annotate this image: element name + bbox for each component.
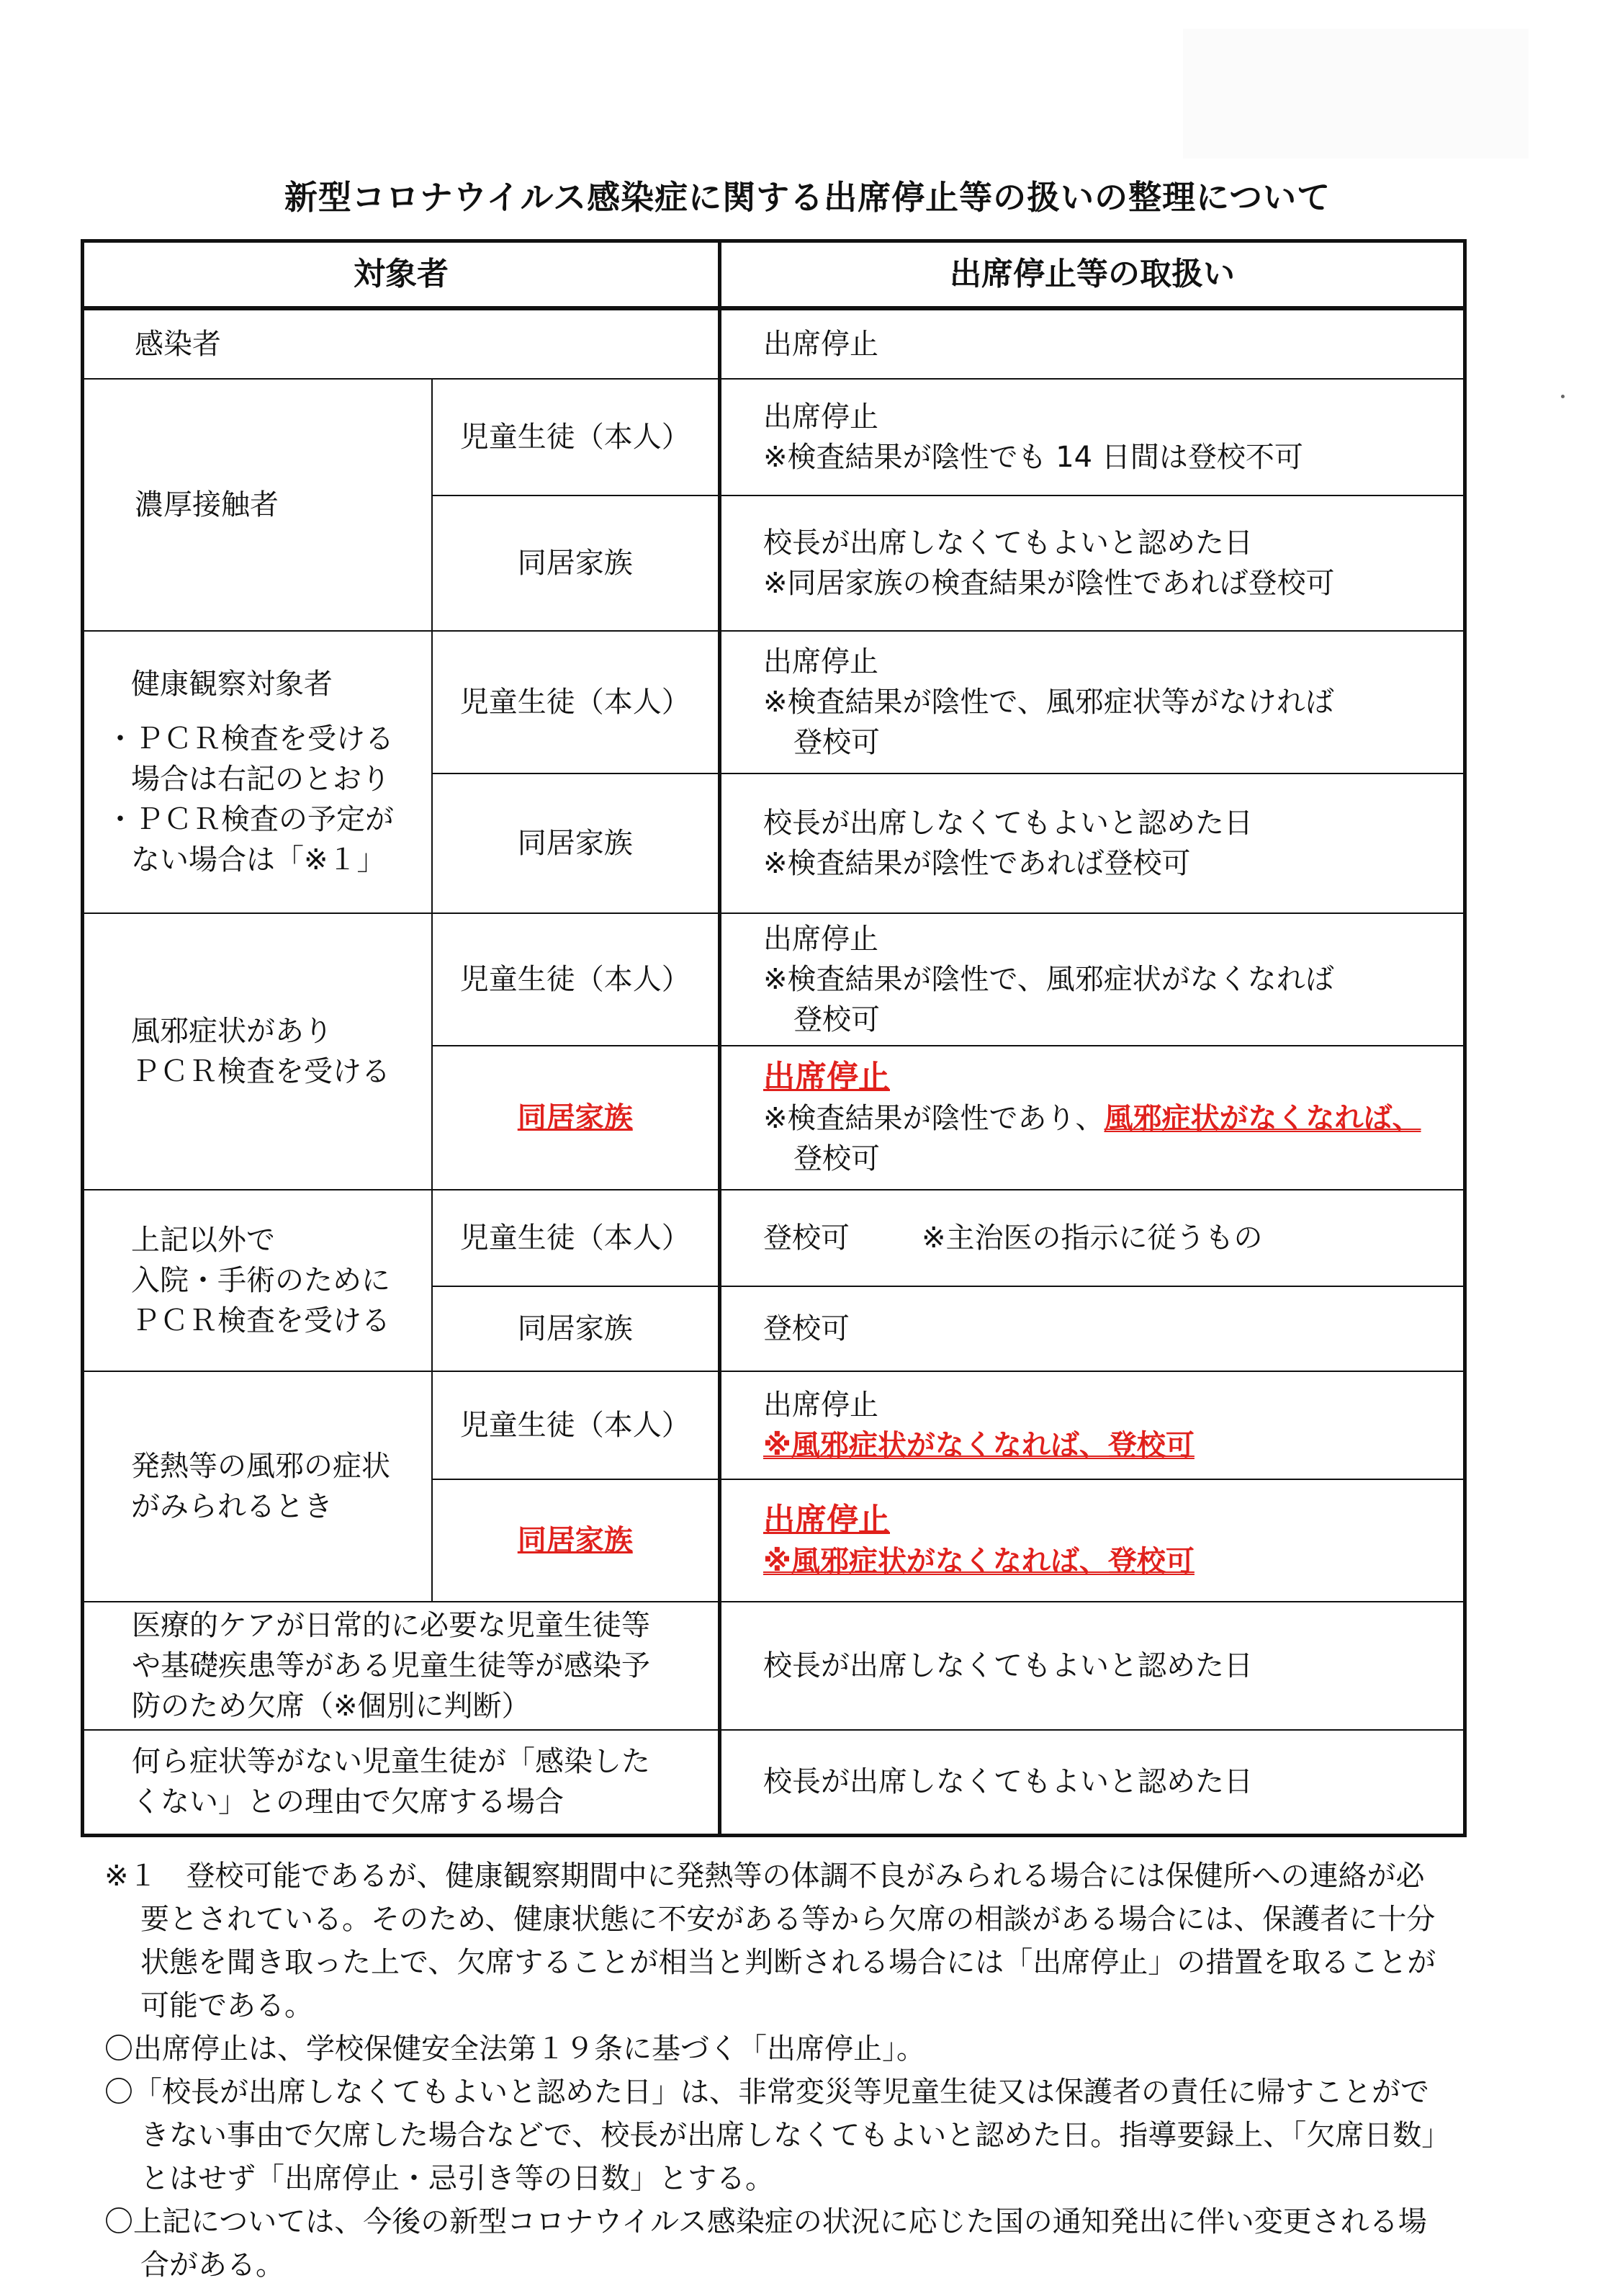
- target-cell: [83, 631, 432, 913]
- redacted-stamp-area: [1183, 29, 1529, 158]
- target-line: ・ＰＣＲ検査を受ける: [106, 722, 394, 755]
- subject-cell: 児童生徒（本人）: [432, 1371, 720, 1479]
- table-row: [83, 1190, 1465, 1286]
- footnote-1: ※１ 登校可能であるが、健康観察期間中に発熱等の体調不良がみられる場合には保健所への連絡が必要とされている。そのため、健康状態に不安がある等から欠席の相談がある場合には、保護者に十分状態を聞き取った上で、欠席することが相当と判断される場合には「出席停止」の措置を取ることが可能である。: [104, 1860, 1436, 2022]
- handling-line: 出席停止: [763, 923, 878, 956]
- handling-line: 登校可: [793, 726, 880, 759]
- table-row: [83, 631, 1465, 773]
- target-cell: 感染者: [83, 308, 720, 379]
- handling-line: 校長が出席しなくてもよいと認めた日: [763, 526, 1253, 560]
- subject-cell: 児童生徒（本人）: [432, 631, 720, 773]
- handling-cell: [720, 1371, 1465, 1479]
- table-row: [83, 308, 1465, 379]
- target-line: ＰＣＲ検査を受ける: [131, 1304, 390, 1337]
- page-title: 新型コロナウイルス感染症に関する出席停止等の扱いの整理について: [284, 178, 1331, 217]
- target-line: ＰＣＲ検査を受ける: [131, 1055, 390, 1088]
- handling-cell: [720, 495, 1465, 631]
- target-cell: [83, 1730, 720, 1835]
- subject-highlight: 同居家族: [517, 1524, 633, 1557]
- handling-line: [763, 1500, 1462, 1541]
- header-target: 対象者: [83, 241, 720, 309]
- subject-cell: 児童生徒（本人）: [432, 913, 720, 1046]
- scan-speck: [1561, 395, 1565, 398]
- target-line: 入院・手術のために: [131, 1264, 390, 1297]
- handling-highlight: 出席停止: [763, 1058, 890, 1095]
- handling-line: 校長が出席しなくてもよいと認めた日: [763, 807, 1253, 840]
- handling-cell: [720, 1046, 1465, 1190]
- target-line: 場合は右記のとおり: [131, 763, 390, 796]
- target-line: 風邪症状があり: [131, 1015, 333, 1048]
- handling-line: ※検査結果が陰性であれば登校可: [763, 847, 1191, 880]
- handling-cell: 校長が出席しなくてもよいと認めた日: [720, 1602, 1465, 1730]
- handling-line: [763, 1057, 1462, 1098]
- header-handling: 出席停止等の取扱い: [720, 241, 1465, 309]
- target-line: 上記以外で: [131, 1224, 275, 1257]
- table-row: [83, 1730, 1465, 1835]
- handling-cell: [720, 631, 1465, 773]
- footnotes: [104, 1855, 1444, 2287]
- table-header-row: [83, 241, 1465, 309]
- target-line: 医療的ケアが日常的に必要な児童生徒等: [132, 1609, 650, 1642]
- handling-line: [763, 1425, 1462, 1466]
- handling-note: ※主治医の指示に従うもの: [922, 1221, 1263, 1255]
- handling-line: 登校可: [793, 1003, 880, 1036]
- handling-line: 出席停止: [763, 645, 878, 678]
- handling-highlight: 出席停止: [763, 1501, 890, 1538]
- handling-cell: 出席停止: [720, 308, 1465, 379]
- handling-cell: [720, 1190, 1465, 1286]
- handling-line: ※同居家族の検査結果が陰性であれば登校可: [763, 567, 1335, 600]
- handling-line: 出席停止: [763, 1389, 878, 1422]
- handling-cell: [720, 913, 1465, 1046]
- subject-cell: 児童生徒（本人）: [432, 379, 720, 495]
- target-line: 発熱等の風邪の症状: [131, 1450, 390, 1483]
- table-row: [83, 1602, 1465, 1730]
- target-cell: [83, 1190, 432, 1371]
- attendance-table: [81, 239, 1467, 1837]
- subject-cell: 同居家族: [432, 1286, 720, 1371]
- target-line: がみられるとき: [131, 1490, 333, 1523]
- handling-line: 出席停止: [763, 400, 878, 434]
- target-cell: [83, 913, 432, 1190]
- handling-line: 登校可: [793, 1142, 880, 1175]
- handling-cell: [720, 379, 1465, 495]
- handling-text: ※検査結果が陰性であり、: [763, 1101, 1105, 1135]
- subject-highlight: 同居家族: [517, 1101, 633, 1134]
- handling-cell: [720, 773, 1465, 913]
- target-cell: [83, 1602, 720, 1730]
- subject-cell: [432, 1479, 720, 1602]
- handling-line: ※検査結果が陰性でも 14 日間は登校不可: [763, 441, 1303, 474]
- subject-cell: [432, 1046, 720, 1190]
- handling-highlight: 風邪症状がなくなれば、: [1104, 1101, 1421, 1135]
- handling-highlight: ※風邪症状がなくなれば、登校可: [763, 1429, 1195, 1462]
- table-row: [83, 379, 1465, 495]
- target-cell: [83, 1371, 432, 1602]
- handling-line: ※検査結果が陰性で、風邪症状等がなければ: [763, 686, 1334, 719]
- footnote-3: 〇「校長が出席しなくてもよいと認めた日」は、非常変災等児童生徒又は保護者の責任に帰すことができない事由で欠席した場合などで、校長が出席しなくてもよいと認めた日。指導要録上、「欠席日数」とはせず「出席停止・忌引き等の日数」とする。: [104, 2076, 1436, 2195]
- target-line: や基礎疾患等がある児童生徒等が感染予: [132, 1649, 650, 1682]
- subject-cell: 児童生徒（本人）: [432, 1190, 720, 1286]
- subject-cell: 同居家族: [432, 773, 720, 913]
- handling-line: [763, 1541, 1462, 1582]
- handling-line: 登校可: [763, 1221, 850, 1255]
- handling-cell: [720, 1479, 1465, 1602]
- target-cell: 濃厚接触者: [83, 379, 432, 631]
- target-line: ・ＰＣＲ検査の予定が: [106, 803, 394, 836]
- subject-cell: 同居家族: [432, 495, 720, 631]
- table-row: [83, 913, 1465, 1046]
- handling-highlight: ※風邪症状がなくなれば、登校可: [763, 1544, 1195, 1578]
- footnote-2: 〇出席停止は、学校保健安全法第１９条に基づく「出席停止」。: [104, 2032, 925, 2066]
- handling-line: ※検査結果が陰性で、風邪症状がなくなれば: [763, 963, 1334, 996]
- handling-cell: 登校可: [720, 1286, 1465, 1371]
- target-line: 何ら症状等がない児童生徒が「感染した: [132, 1745, 650, 1779]
- target-line: 健康観察対象者: [131, 668, 333, 701]
- handling-line: [763, 1098, 1462, 1139]
- target-line: ない場合は「※１」: [131, 843, 386, 876]
- footnote-4: 〇上記については、今後の新型コロナウイルス感染症の状況に応じた国の通知発出に伴い変更される場合がある。: [104, 2205, 1427, 2282]
- handling-cell: 校長が出席しなくてもよいと認めた日: [720, 1730, 1465, 1835]
- target-line: くない」との理由で欠席する場合: [132, 1785, 564, 1819]
- table-row: [83, 1371, 1465, 1479]
- target-line: 防のため欠席（※個別に判断）: [132, 1690, 531, 1723]
